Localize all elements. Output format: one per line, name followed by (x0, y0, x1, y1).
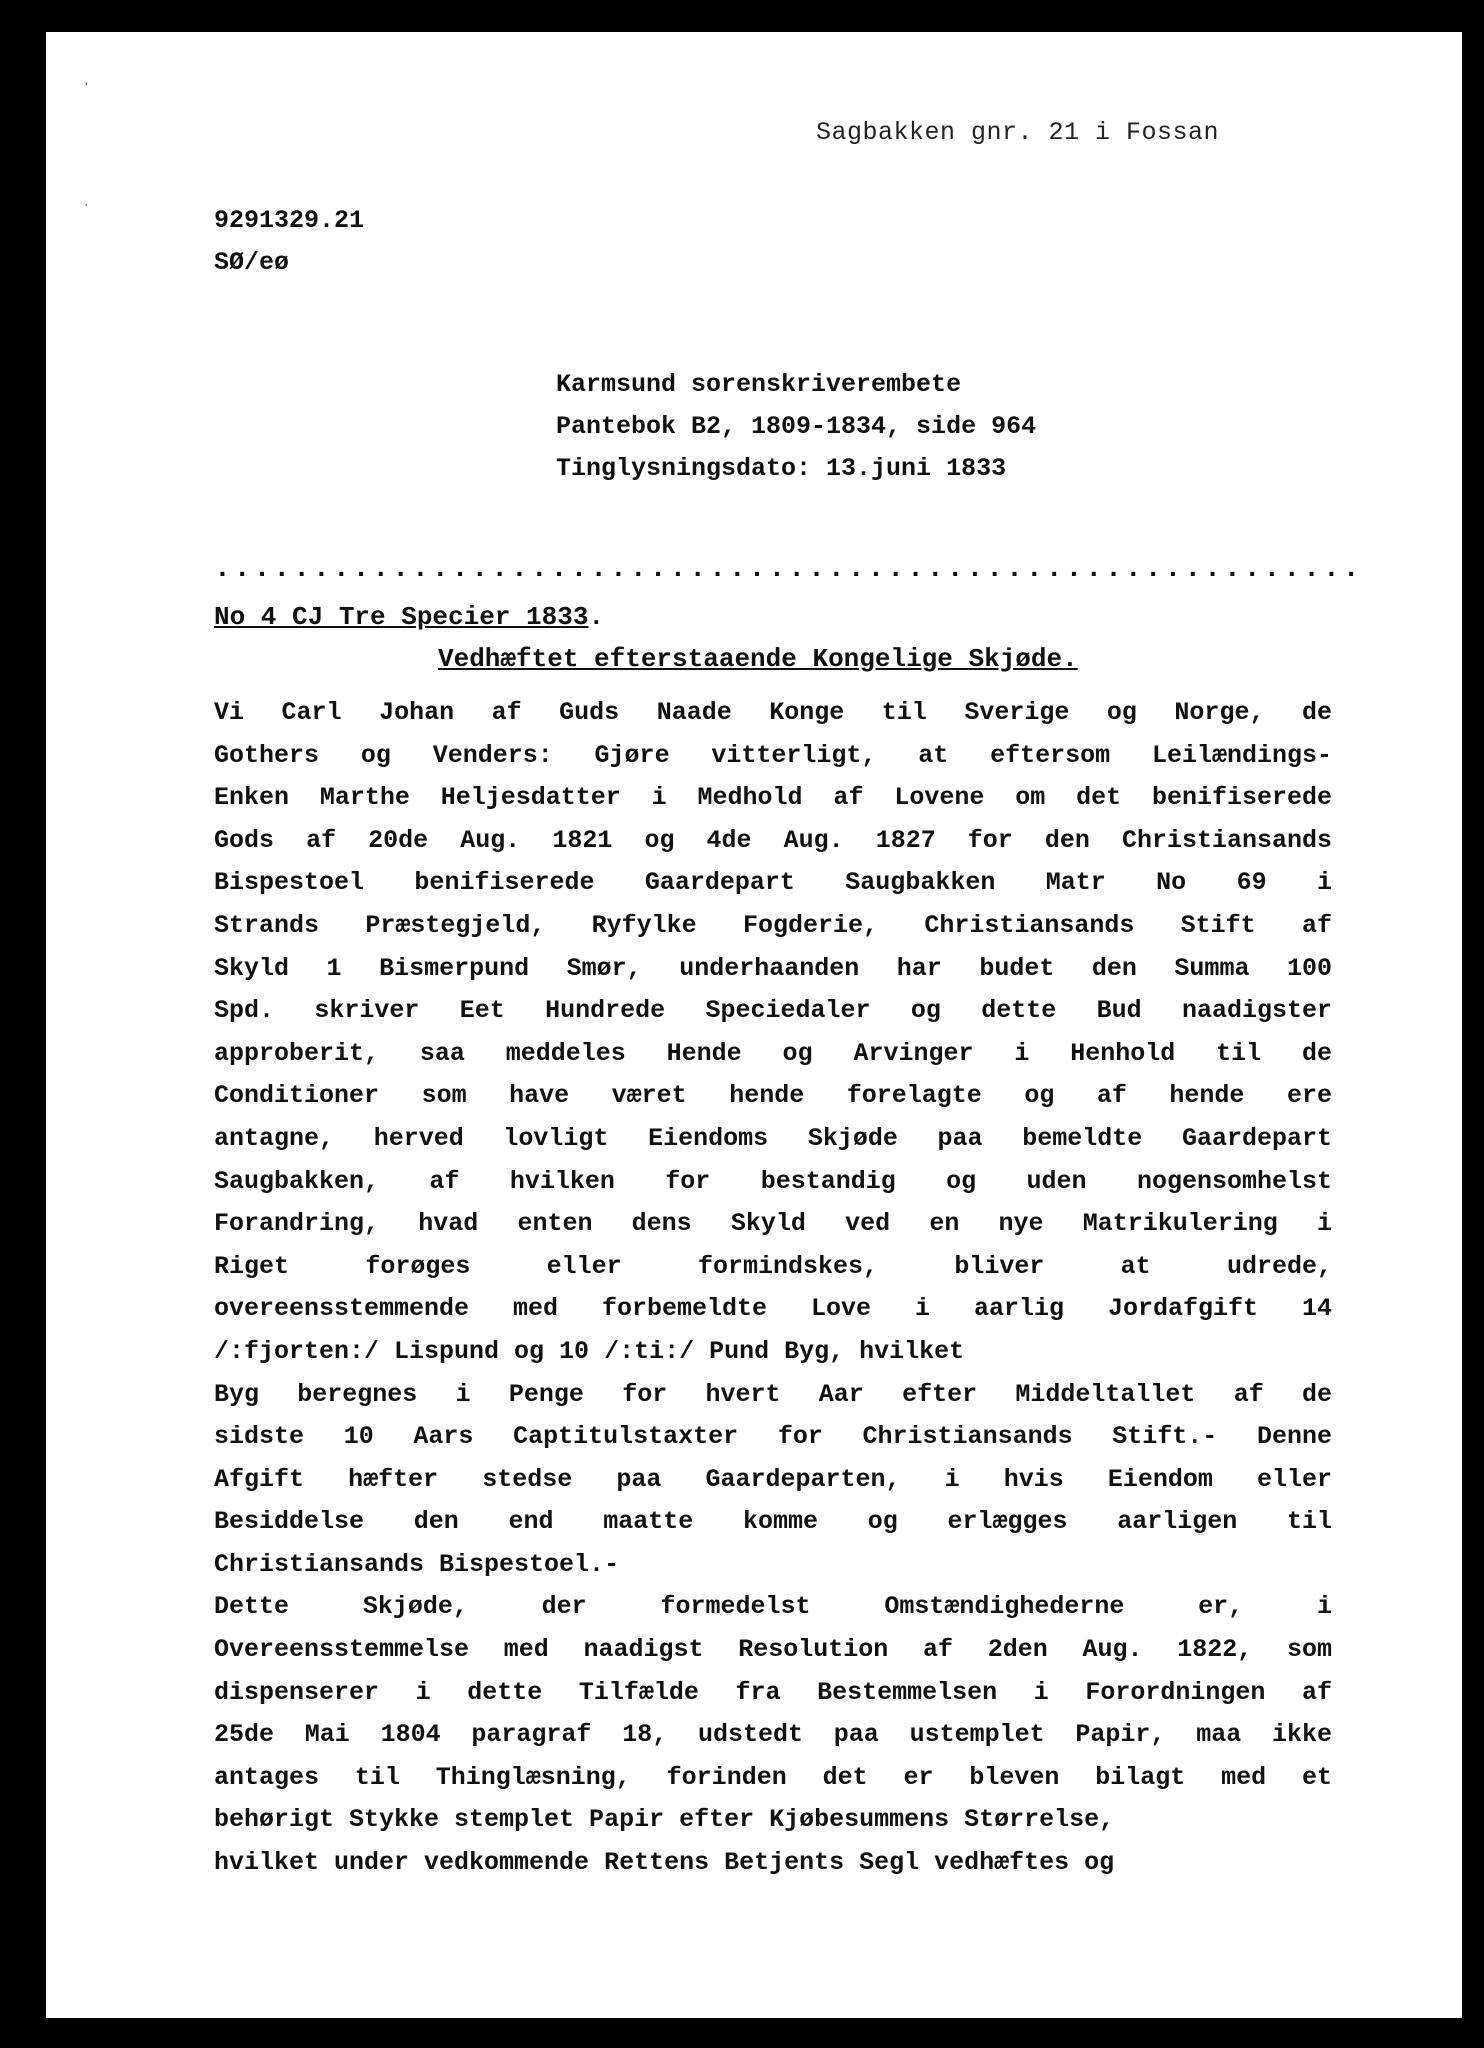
body-line: dispenserer i dette Tilfælde fra Bestemmelsen i Forordningen af (214, 1677, 1332, 1707)
entry-heading-text: No 4 CJ Tre Specier 1833 (214, 602, 589, 632)
body-line: Besiddelse den end maatte komme og erlægges aarligen til (214, 1507, 1332, 1537)
document-page: ʼ ˌ Sagbakken gnr. 21 i Fossan 9291329.21 SØ/eø Karmsund sorenskriverembete Pantebok B2, 1809-1834, side 964 Tinglysningsdato: 13.juni 1833 .......................................................... No 4 CJ Tre Specier 1833. Vedhæftet efterstaaende Kongelige Skjøde. Vi Carl Johan af Guds Naade Konge til Sverige og Norge, de Gothers og Venders: Gjøre vitterligt, at eftersom Leilændings- Enken Marthe Heljesdatter i Medhold af Lovene om det benifiserede Gods af 20de Aug. 1821 og 4de Aug. 1827 for den Christiansands Bispestoel benifiserede Gaardepart Saugbakken Matr No 69 i Strands Præstegjeld, Ryfylke Fogderie, Christiansands Stift af Skyld 1 Bismerpund Smør, underhaanden har budet den Summa 100 Spd. skriver Eet Hundrede Speciedaler og dette Bud naadigster approberit, saa meddeles Hende og Arvinger i Henhold til de Conditioner som have været hende forelagte og af hende ere antagne, herved lovligt Eiendoms Skjøde paa bemeldte Gaardepart Saugbakken, af hvilken for bestandig og uden nogensomhelst Forandring, hvad enten dens Skyld ved en nye Matrikulering i Riget forøges eller formindskes, bliver at udrede, overeensstemmende med forbemeldte Love i aarlig Jordafgift 14 /:fjorten:/ Lispund og 10 /:ti:/ Pund Byg, hvilket Byg beregnes i Penge for hvert Aar efter Middeltallet af de sidste 10 Aars Captitulstaxter for Christiansands Stift.- Denne Afgift hæfter stedse paa Gaardeparten, i hvis Eiendom eller Besiddelse den end maatte komme og erlægges aarligen til Christiansands Bispestoel.- Dette Skjøde, der formedelst Omstændighederne er, i Overeensstemmelse med naadigst Resolution af 2den Aug. 1822, som dispenserer i dette Tilfælde fra Bestemmelsen i Forordningen af 25de Mai 1804 paragraf 18, udstedt paa ustemplet Papir, maa ikke antages til Thinglæsning, forinden det er bleven bilagt med et behørigt Stykke stemplet Papir efter Kjøbesummens Størrelse, hvilket under vedkommende Rettens Betjents Segl vedhæftes og (46, 32, 1462, 2018)
body-line: antagne, herved lovligt Eiendoms Skjøde paa bemeldte Gaardepart (214, 1123, 1332, 1153)
body-line: approberit, saa meddeles Hende og Arvinger i Henhold til de (214, 1038, 1332, 1068)
body-line: Christiansands Bispestoel.- (214, 1549, 620, 1579)
body-line: Vi Carl Johan af Guds Naade Konge til Sverige og Norge, de (214, 698, 1332, 727)
body-line: Spd. skriver Eet Hundrede Speciedaler og dette Bud naadigster (214, 996, 1332, 1026)
entry-subheading (438, 644, 1078, 674)
separator-dots: .......................................................... (214, 554, 1363, 585)
reference-block (214, 200, 364, 284)
body-line: Gods af 20de Aug. 1821 og 4de Aug. 1827 for den Christiansands (214, 825, 1332, 855)
entry-heading-end: . (588, 602, 605, 632)
body-line: antages til Thinglæsning, forinden det er bleven bilagt med et (214, 1762, 1332, 1792)
reference-initials: SØ/eø (214, 248, 290, 277)
entry-subheading-text: Vedhæftet efterstaaende Kongelige Skjøde. (438, 644, 1078, 674)
body-line: Bispestoel benifiserede Gaardepart Saugbakken Matr No 69 i (214, 868, 1332, 898)
office-name: Karmsund sorenskriverembete (556, 370, 962, 399)
body-line: overeensstemmende med forbemeldte Love i aarlig Jordafgift 14 (214, 1294, 1332, 1324)
body-line: Enken Marthe Heljesdatter i Medhold af Lovene om det benifiserede (214, 783, 1332, 813)
header-location: Sagbakken gnr. 21 i Fossan (816, 118, 1220, 147)
body-line: hvilket under vedkommende Rettens Betjents Segl vedhæftes og (214, 1848, 1115, 1878)
office-book: Pantebok B2, 1809-1834, side 964 (556, 412, 1037, 441)
body-line: Byg beregnes i Penge for hvert Aar efter Middeltallet af de (214, 1379, 1332, 1409)
body-line: Skyld 1 Bismerpund Smør, underhaanden har budet den Summa 100 (214, 953, 1332, 983)
body-line: /:fjorten:/ Lispund og 10 /:ti:/ Pund Byg, hvilket (214, 1336, 965, 1366)
body-line: Saugbakken, af hvilken for bestandig og uden nogensomhelst (214, 1166, 1332, 1196)
entry-heading (214, 602, 604, 632)
office-date: Tinglysningsdato: 13.juni 1833 (556, 454, 1007, 483)
body-line: sidste 10 Aars Captitulstaxter for Christiansands Stift.- Denne (214, 1422, 1332, 1452)
body-line: Overeensstemmelse med naadigst Resolution af 2den Aug. 1822, som (214, 1635, 1332, 1665)
body-line: 25de Mai 1804 paragraf 18, udstedt paa ustemplet Papir, maa ikke (214, 1720, 1332, 1750)
body-line: Forandring, hvad enten dens Skyld ved en nye Matrikulering i (214, 1209, 1332, 1239)
office-block (556, 364, 1036, 490)
body-line: Strands Præstegjeld, Ryfylke Fogderie, Christiansands Stift af (214, 910, 1332, 940)
body-line: Riget forøges eller formindskes, bliver at udrede, (214, 1251, 1332, 1281)
body-line: Conditioner som have været hende forelagte og af hende ere (214, 1081, 1332, 1111)
body-line: behørigt Stykke stemplet Papir efter Kjøbesummens Størrelse, (214, 1805, 1115, 1835)
body-text (214, 692, 1332, 1885)
body-line: Afgift hæfter stedse paa Gaardeparten, i hvis Eiendom eller (214, 1464, 1332, 1494)
reference-number: 9291329.21 (214, 206, 365, 235)
body-line: Gothers og Venders: Gjøre vitterligt, at eftersom Leilændings- (214, 740, 1332, 770)
body-line: Dette Skjøde, der formedelst Omstændighederne er, i (214, 1592, 1332, 1622)
